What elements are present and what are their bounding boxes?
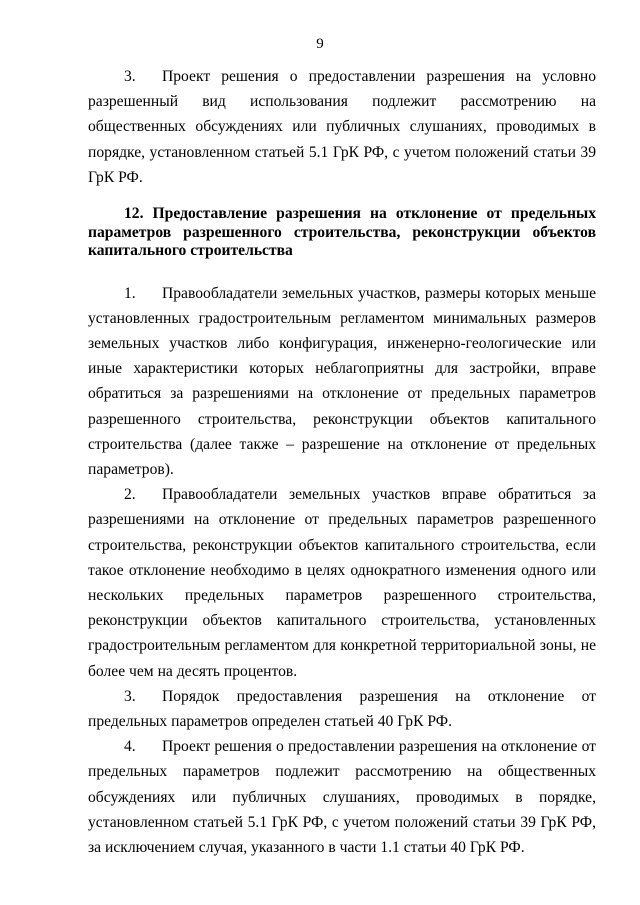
- page-number: 9: [316, 36, 324, 52]
- section-item: [88, 281, 596, 483]
- item-number: 4.: [124, 738, 136, 756]
- item-text: Проект решения о предоставлении разрешения на отклонение от предельных параметров подлежит рассмотрению на общественных обсуждениях или публичных слушаниях, проводимых в порядке, установленном статьей 5.1 ГрК РФ, с учетом положений статьи 39 ГрК РФ, за исключением случая, указанного в части 1.1 статьи 40 ГрК РФ.: [88, 738, 596, 856]
- paragraph-top: [88, 64, 596, 190]
- section-item: [88, 684, 596, 734]
- section-item: [88, 482, 596, 684]
- item-text: Правообладатели земельных участков, размеры которых меньше установленных градостроительным регламентом минимальных размеров земельных участков либо конфигурация, инженерно-геологические или иные характеристики которых неблагоприятны для застройки, вправе обратиться за разрешениями на отклонение от предельных параметров разрешенного строительства, реконструкции объектов капитального строительства (далее также – разрешение на отклонение от предельных параметров).: [88, 284, 596, 478]
- section-item: [88, 734, 596, 860]
- item-number: 1.: [124, 284, 136, 302]
- item-text: Правообладатели земельных участков вправе обратиться за разрешениями на отклонение от предельных параметров разрешенного строительства, реконструкции объектов капитального строительства, если такое отклонение необходимо в целях однократного изменения одного или нескольких предельных параметров разрешенного строительства, реконструкции объектов капитального строительства, установленных градостроительным регламентом для конкретной территориальной зоны, не более чем на десять процентов.: [88, 486, 596, 680]
- paragraph-number: 3.: [124, 68, 136, 85]
- document-body: [88, 64, 596, 860]
- section-heading: 12. Предоставление разрешения на отклонение от предельных параметров разрешенного строительства, реконструкции объектов капитального строительства: [88, 205, 596, 260]
- item-number: 2.: [124, 486, 136, 504]
- item-number: 3.: [124, 687, 136, 705]
- item-text: Порядок предоставления разрешения на отклонение от предельных параметров определен статьей 40 ГрК РФ.: [88, 687, 596, 730]
- paragraph-text: Проект решения о предоставлении разрешения на условно разрешенный вид использования подлежит рассмотрению на общественных обсуждениях или публичных слушаниях, проводимых в порядке, установленном статьей 5.1 ГрК РФ, с учетом положений статьи 39 ГрК РФ.: [88, 68, 596, 186]
